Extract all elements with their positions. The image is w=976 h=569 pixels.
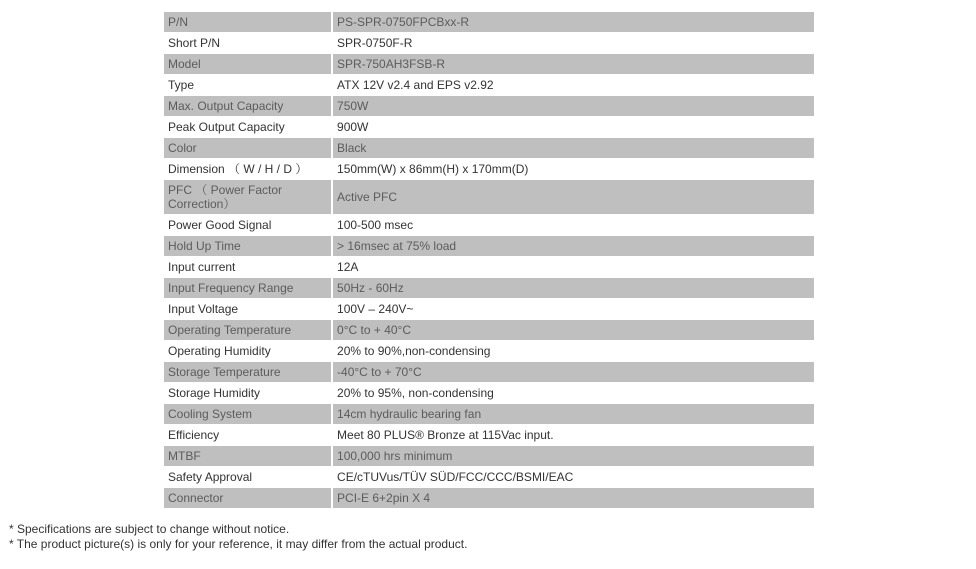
spec-row-operating-temp	[164, 320, 814, 341]
spec-value: 150mm(W) x 86mm(H) x 170mm(D)	[333, 159, 814, 180]
footnote-specifications: * Specifications are subject to change without notice.	[9, 522, 290, 536]
spec-row-peak-output	[164, 117, 814, 138]
spec-table	[164, 12, 814, 509]
spec-label: Cooling System	[164, 404, 333, 425]
spec-row-mtbf	[164, 446, 814, 467]
spec-value: 100,000 hrs minimum	[333, 446, 814, 467]
spec-value: 750W	[333, 96, 814, 117]
spec-row-color	[164, 138, 814, 159]
spec-row-pn	[164, 12, 814, 33]
spec-label: Power Good Signal	[164, 215, 333, 236]
spec-label: Operating Humidity	[164, 341, 333, 362]
spec-row-storage-temp	[164, 362, 814, 383]
spec-value: 100-500 msec	[333, 215, 814, 236]
spec-value: Meet 80 PLUS® Bronze at 115Vac input.	[333, 425, 814, 446]
spec-row-input-voltage	[164, 299, 814, 320]
spec-row-short-pn	[164, 33, 814, 54]
spec-value: 50Hz - 60Hz	[333, 278, 814, 299]
spec-row-model	[164, 54, 814, 75]
spec-row-power-good	[164, 215, 814, 236]
spec-value: 20% to 90%,non-condensing	[333, 341, 814, 362]
spec-value: Active PFC	[333, 180, 814, 215]
spec-label: PFC （ Power Factor Correction）	[164, 180, 333, 215]
spec-row-cooling	[164, 404, 814, 425]
spec-label: Input Frequency Range	[164, 278, 333, 299]
spec-row-safety	[164, 467, 814, 488]
spec-label: Type	[164, 75, 333, 96]
spec-label: Hold Up Time	[164, 236, 333, 257]
spec-label: Peak Output Capacity	[164, 117, 333, 138]
spec-label: Connector	[164, 488, 333, 509]
spec-value: Black	[333, 138, 814, 159]
spec-value: -40°C to + 70°C	[333, 362, 814, 383]
spec-value: 20% to 95%, non-condensing	[333, 383, 814, 404]
spec-row-max-output	[164, 96, 814, 117]
spec-label: Operating Temperature	[164, 320, 333, 341]
spec-label: Input current	[164, 257, 333, 278]
spec-label: Color	[164, 138, 333, 159]
spec-label: Efficiency	[164, 425, 333, 446]
spec-row-type	[164, 75, 814, 96]
footnote-picture-reference: * The product picture(s) is only for your reference, it may differ from the actual product.	[9, 536, 468, 551]
spec-row-connector	[164, 488, 814, 509]
spec-row-input-current	[164, 257, 814, 278]
spec-row-storage-humidity	[164, 383, 814, 404]
spec-value: SPR-0750F-R	[333, 33, 814, 54]
spec-row-pfc	[164, 180, 814, 215]
spec-value: PCI-E 6+2pin X 4	[333, 488, 814, 509]
spec-label: Max. Output Capacity	[164, 96, 333, 117]
spec-row-operating-humidity	[164, 341, 814, 362]
spec-label: P/N	[164, 12, 333, 33]
spec-value: 900W	[333, 117, 814, 138]
spec-label: Short P/N	[164, 33, 333, 54]
spec-label: Model	[164, 54, 333, 75]
spec-value: CE/cTUVus/TÜV SÜD/FCC/CCC/BSMI/EAC	[333, 467, 814, 488]
spec-row-efficiency	[164, 425, 814, 446]
spec-value: 14cm hydraulic bearing fan	[333, 404, 814, 425]
spec-label: Safety Approval	[164, 467, 333, 488]
spec-row-input-frequency	[164, 278, 814, 299]
spec-label: MTBF	[164, 446, 333, 467]
spec-row-hold-up	[164, 236, 814, 257]
spec-label: Storage Temperature	[164, 362, 333, 383]
footnotes	[9, 522, 467, 551]
spec-value: PS-SPR-0750FPCBxx-R	[333, 12, 814, 33]
spec-row-dimension	[164, 159, 814, 180]
spec-label: Storage Humidity	[164, 383, 333, 404]
spec-label: Dimension （ W / H / D ）	[164, 159, 333, 180]
spec-label: Input Voltage	[164, 299, 333, 320]
spec-value: SPR-750AH3FSB-R	[333, 54, 814, 75]
spec-value: > 16msec at 75% load	[333, 236, 814, 257]
spec-value: 0°C to + 40°C	[333, 320, 814, 341]
spec-value: ATX 12V v2.4 and EPS v2.92	[333, 75, 814, 96]
spec-value: 12A	[333, 257, 814, 278]
spec-value: 100V – 240V~	[333, 299, 814, 320]
